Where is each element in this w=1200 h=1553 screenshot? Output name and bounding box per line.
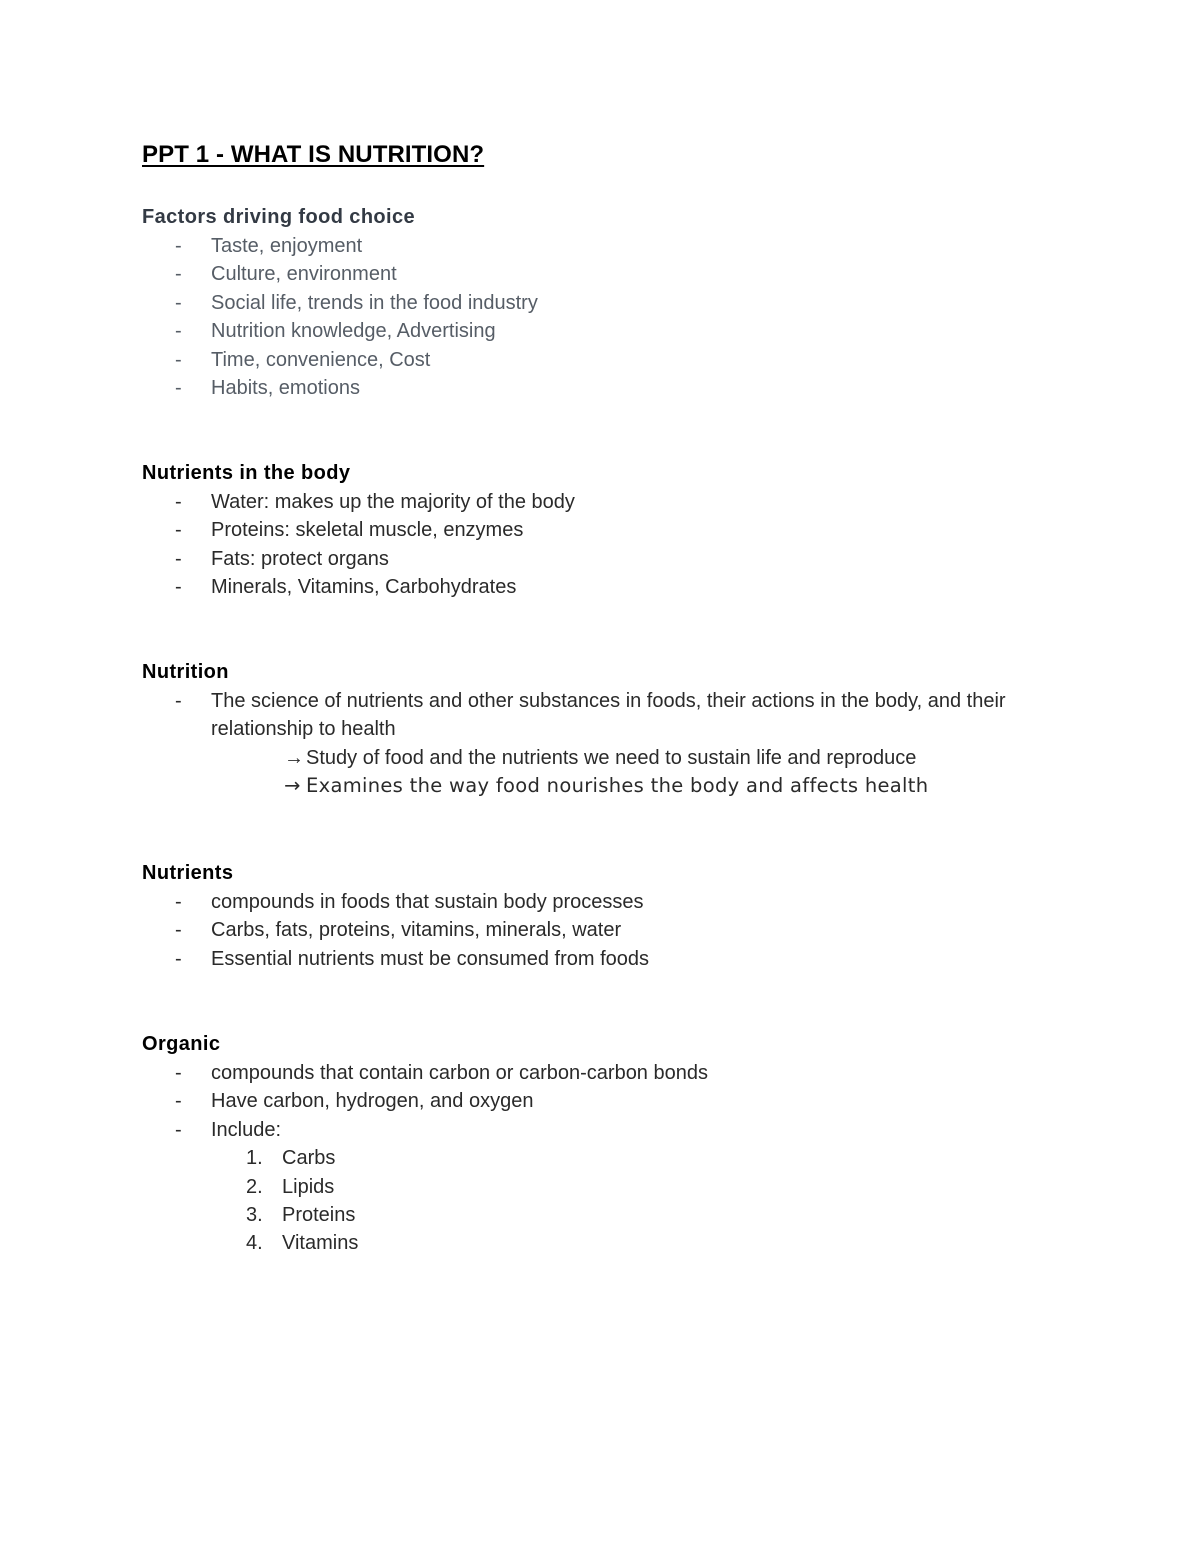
section-heading: Nutrients in the body — [142, 462, 351, 484]
item-number: 4. — [246, 1232, 263, 1255]
section-organic — [142, 1030, 1142, 1258]
list-item: - Social life, trends in the food industry — [142, 289, 1142, 317]
list-item: - Minerals, Vitamins, Carbohydrates — [142, 573, 1142, 601]
section-nutrients-in-body — [142, 459, 1142, 602]
dash-marker: - — [175, 519, 182, 542]
dash-marker: - — [175, 235, 182, 257]
bullet-list — [142, 687, 1142, 744]
item-number: 1. — [246, 1147, 263, 1170]
list-item: - Essential nutrients must be consumed from foods — [142, 945, 1142, 973]
section-heading: Factors driving food choice — [142, 206, 416, 228]
list-item: - Carbs, fats, proteins, vitamins, minerals, water — [142, 916, 1142, 944]
item-number: 3. — [246, 1204, 263, 1227]
list-item: - Have carbon, hydrogen, and oxygen — [142, 1087, 1142, 1115]
bullet-list — [142, 488, 1142, 602]
arrow-icon: → — [284, 774, 301, 798]
dash-marker: - — [175, 891, 182, 913]
numbered-item: 4. Vitamins — [142, 1229, 1142, 1257]
numbered-item: 2. Lipids — [142, 1173, 1142, 1201]
list-item: - compounds in foods that sustain body processes — [142, 888, 1142, 916]
section-heading: Nutrients — [142, 862, 234, 884]
list-item: - Habits, emotions — [142, 374, 1142, 402]
list-item: - The science of nutrients and other substances in foods, their actions in the body, and their relationship to health — [142, 687, 1031, 744]
dash-marker: - — [175, 947, 182, 970]
list-item: - Fats: protect organs — [142, 545, 1142, 573]
arrow-note: → Study of food and the nutrients we need to sustain life and reproduce — [142, 744, 1142, 772]
numbered-list — [142, 1144, 1142, 1258]
dash-marker: - — [175, 919, 182, 942]
item-number: 2. — [246, 1175, 263, 1198]
arrow-icon: → — [284, 746, 304, 769]
dash-marker: - — [175, 320, 182, 343]
list-item: - Water: makes up the majority of the body — [142, 488, 1142, 516]
arrow-note: → Examines the way food nourishes the body and affects health — [142, 772, 1142, 800]
section-nutrients — [142, 859, 1142, 973]
section-nutrition — [142, 658, 1142, 801]
dash-marker: - — [175, 291, 182, 314]
dash-marker: - — [175, 263, 182, 286]
page-title: PPT 1 - WHAT IS NUTRITION? — [142, 141, 485, 168]
dash-marker: - — [175, 1090, 182, 1113]
list-item: - compounds that contain carbon or carbon-carbon bonds — [142, 1059, 1142, 1087]
list-item: - Taste, enjoyment — [142, 232, 1142, 260]
list-item: - Culture, environment — [142, 260, 1142, 288]
dash-marker: - — [175, 690, 182, 712]
dash-marker: - — [175, 491, 182, 513]
dash-marker: - — [175, 1118, 182, 1141]
list-item: - Proteins: skeletal muscle, enzymes — [142, 516, 1142, 544]
bullet-list — [142, 1059, 1142, 1144]
dash-marker: - — [175, 348, 182, 371]
dash-marker: - — [175, 576, 182, 599]
section-heading: Nutrition — [142, 661, 229, 683]
list-item: - Include: — [142, 1116, 1142, 1144]
section-food-choice — [142, 203, 1142, 402]
list-item: - Nutrition knowledge, Advertising — [142, 317, 1142, 345]
dash-marker: - — [175, 1062, 182, 1084]
list-item: - Time, convenience, Cost — [142, 346, 1142, 374]
numbered-item: 1. Carbs — [142, 1144, 1142, 1172]
dash-marker: - — [175, 547, 182, 570]
numbered-item: 3. Proteins — [142, 1201, 1142, 1229]
bullet-list — [142, 232, 1142, 402]
dash-marker: - — [175, 377, 182, 400]
bullet-list — [142, 888, 1142, 973]
section-heading: Organic — [142, 1033, 221, 1055]
